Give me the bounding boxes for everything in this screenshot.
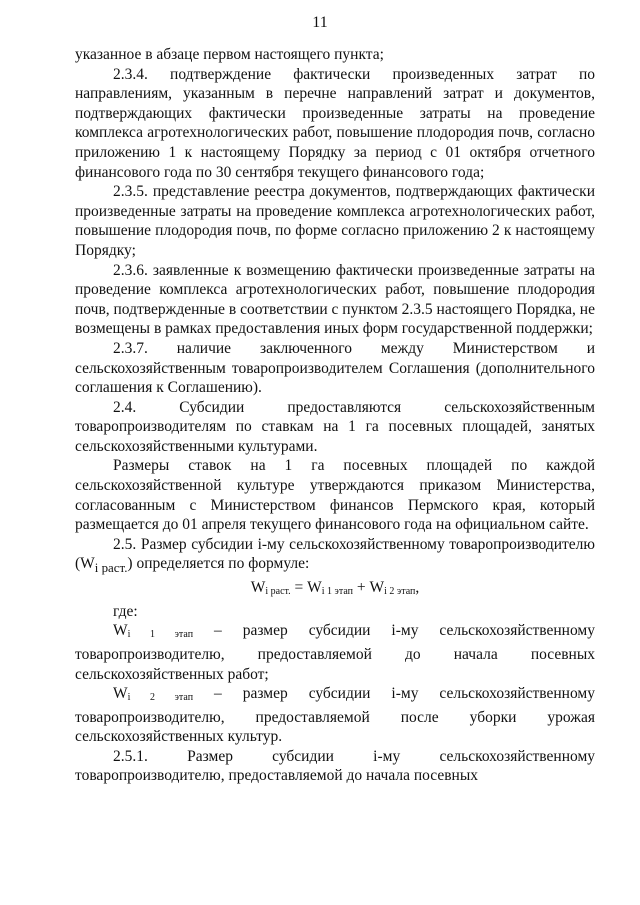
paragraph: указанное в абзаце первом настоящего пункта; xyxy=(75,46,384,63)
formula-term-1-sub: i 1 этап xyxy=(321,586,354,598)
paragraph-2-5-subscript: i раст. xyxy=(94,560,128,576)
formula-lhs: W xyxy=(250,579,266,597)
formula-eq: = xyxy=(290,579,308,597)
paragraph-rates: Размеры ставок на 1 га посевных площадей по каждой сельскохозяйственной культуре утверждаются приказом Министерства, согласованным с Министерством финансов Пермского края, который размещается до 01 апреля текущего финансового года на официальном сайте. xyxy=(75,457,595,534)
paragraph-2-3-4: 2.3.4. подтверждение фактически произведенных затрат по направлениям, указанным в перечне направлений затрат и документов, подтверждающих фактически произведенные затраты на проведение комплекса агротехнологических работ, повышение плодородия почв, согласно приложению 1 к настоящему Порядку за период с 01 октября отчетного финансового года по 30 сентября текущего финансового года; xyxy=(75,65,595,181)
paragraph-2-3-7: 2.3.7. наличие заключенного между Министерством и сельскохозяйственным товаропроизводителем Соглашения (дополнительного соглашения к Соглашению). xyxy=(75,339,595,397)
formula-term-2: W xyxy=(369,579,385,597)
definition-2-text: – размер субсидии i-му сельскохозяйственному товаропроизводителю, предоставляемой после уборки урожая сельскохозяйственных культур. xyxy=(75,685,595,746)
paragraph-2-5-tail: ) определяется по формуле: xyxy=(127,555,310,573)
formula-end: , xyxy=(415,579,420,597)
formula-term-1: W xyxy=(307,579,322,597)
definition-1-text: – размер субсидии i-му сельскохозяйственному товаропроизводителю, предоставляемой до начала посевных сельскохозяйственных работ; xyxy=(75,622,595,683)
formula-lhs-sub: i раст. xyxy=(265,586,291,598)
where-label: где: xyxy=(113,602,138,620)
paragraph-2-5 xyxy=(75,535,595,578)
formula-term-2-sub: i 2 этап xyxy=(384,586,416,598)
paragraph-2-5-text: 2.5. Размер субсидии i-му сельскохозяйственному товаропроизводителю (W xyxy=(75,535,595,573)
formula-plus: + xyxy=(353,579,370,597)
definition-1-symbol: W xyxy=(113,622,128,640)
definition-2-sub: i 2 этап xyxy=(127,692,194,704)
formula xyxy=(75,578,595,602)
paragraph-2-3-5: 2.3.5. представление реестра документов, подтверждающих фактически произведенные затраты на проведение комплекса агротехнологических работ, повышение плодородия почв, по форме согласно приложению 2 к настоящему Порядку; xyxy=(75,183,595,259)
paragraph-2-3-6: 2.3.6. заявленные к возмещению фактически произведенные затраты на проведение комплекса агротехнологических работ, повышение плодородия почв, подтвержденные в соответствии с пунктом 2.3.5 настоящего Порядка, не возмещены в рамках предоставления иных форм государственной поддержки; xyxy=(75,261,595,338)
paragraph-2-4: 2.4. Субсидии предоставляются сельскохозяйственным товаропроизводителям по ставкам на 1 га посевных площадей, занятых сельскохозяйственными культурами. xyxy=(75,398,595,455)
paragraph-2-5-1: 2.5.1. Размер субсидии i-му сельскохозяйственному товаропроизводителю, предоставляемой до начала посевных xyxy=(75,747,595,785)
definition-2-symbol: W xyxy=(113,685,128,703)
page-number: 11 xyxy=(312,14,328,31)
definition-2 xyxy=(75,684,595,747)
definition-1-sub: i 1 этап xyxy=(127,629,194,641)
document-body xyxy=(75,45,595,786)
definition-1 xyxy=(75,621,595,684)
